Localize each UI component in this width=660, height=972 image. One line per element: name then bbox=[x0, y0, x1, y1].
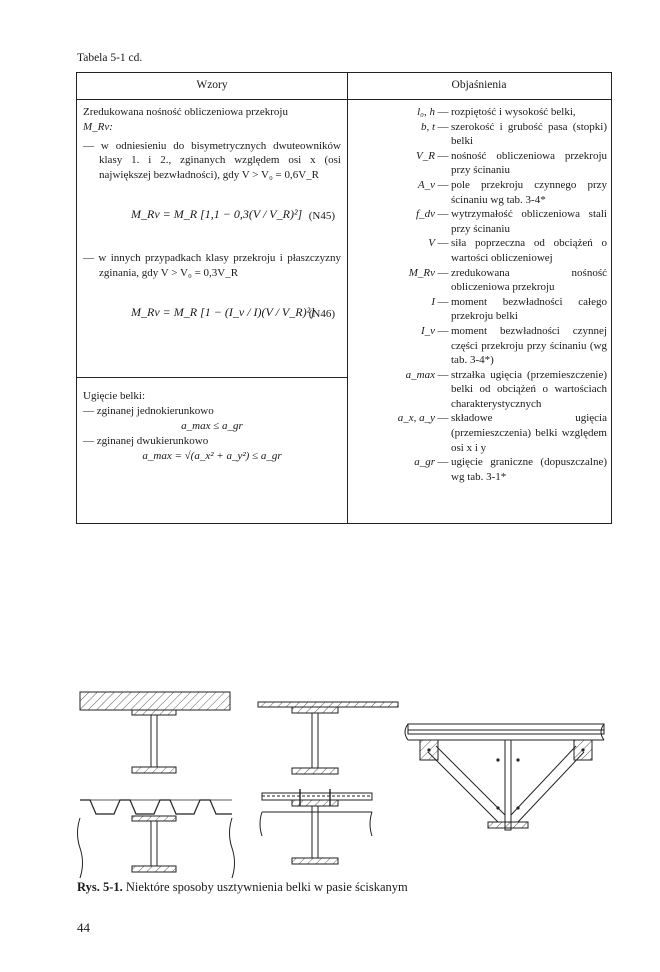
formula-n46-expression: M_Rv = M_R [1 − (I_v / I)(V / V_R)²] bbox=[131, 304, 315, 319]
definition-item: a_x, a_y — składowe ugięcia (przemieszczenia) belki względem osi x i y bbox=[397, 412, 607, 454]
reduced-case-1: — w odniesieniu do bisymetrycznych dwuteowników klasy 1. i 2., zginanych względem osi x (osi największej bezwładności), gdy V > V₀ = 0,6V_R bbox=[83, 139, 341, 182]
formula-n46-number: (N46) bbox=[308, 307, 335, 320]
sketch-slab-ibeam bbox=[80, 692, 230, 773]
reduced-intro: Zredukowana nośność obliczeniowa przekroju bbox=[83, 106, 288, 118]
deflection-case-2: — zginanej dwukierunkowo bbox=[83, 435, 209, 447]
header-formulas: Wzory bbox=[196, 79, 228, 91]
reduced-case-2: — w innych przypadkach klasy przekroju i płaszczyzny zginania, gdy V > V₀ = 0,3V_R bbox=[83, 251, 341, 279]
definition-item: I_v — moment bezwładności czynnej części przekroju przy ścinaniu (wg tab. 3-4*) bbox=[420, 324, 607, 367]
page-number: 44 bbox=[77, 920, 90, 935]
formula-n45-number: (N45) bbox=[308, 209, 335, 222]
sketch-bolted-ibeam bbox=[260, 789, 372, 864]
definition-item: a_max — strzałka ugięcia (przemieszczenie) belki od obciążeń o wartościach charakterystycznych bbox=[405, 368, 607, 410]
figure-caption bbox=[77, 880, 408, 895]
figure-caption-text: Niektóre sposoby usztywnienia belki w pasie ściskanym bbox=[125, 880, 408, 894]
definition-item: f_dv — wytrzymałość obliczeniowa stali przy ścinaniu bbox=[416, 208, 607, 235]
deflection-eq-2: a_max = √(a_x² + a_y²) ≤ a_gr bbox=[142, 450, 282, 462]
table-caption: Tabela 5-1 cd. bbox=[77, 52, 143, 64]
definition-item: M_Rv — zredukowana nośność obliczeniowa przekroju bbox=[408, 266, 607, 294]
reduced-symbol: M_Rv: bbox=[83, 120, 113, 133]
definition-item: I — moment bezwładności całego przekroju belki bbox=[431, 295, 607, 323]
definition-item: l₀, h — rozpiętość i wysokość belki, bbox=[417, 106, 576, 118]
sketch-sheet-ibeam bbox=[78, 800, 235, 878]
definition-item: A_v — pole przekroju czynnego przy ścinaniu wg tab. 3-4* bbox=[417, 178, 607, 206]
formula-n45-expression: M_Rv = M_R [1,1 − 0,3(V / V_R)²] bbox=[131, 206, 303, 221]
figure-caption-label: Rys. 5-1. bbox=[77, 880, 123, 894]
definition-item: a_gr — ugięcie graniczne (dopuszczalne) wg tab. 3-1* bbox=[414, 456, 607, 483]
definition-item: V — siła poprzeczna od obciążeń o wartości obliczeniowej bbox=[428, 237, 607, 264]
sketch-truss-bracing bbox=[405, 724, 604, 830]
deflection-eq-1: a_max ≤ a_gr bbox=[181, 420, 243, 432]
header-explanations: Objaśnienia bbox=[451, 79, 507, 91]
definition-item: V_R — nośność obliczeniowa przekroju przy ścinaniu bbox=[416, 149, 607, 177]
sketch-plate-ibeam bbox=[258, 702, 398, 774]
definition-item: b, t — szerokość i grubość pasa (stopki) belki bbox=[420, 120, 607, 148]
deflection-case-1: — zginanej jednokierunkowo bbox=[83, 405, 214, 417]
deflection-title: Ugięcie belki: bbox=[83, 390, 146, 402]
